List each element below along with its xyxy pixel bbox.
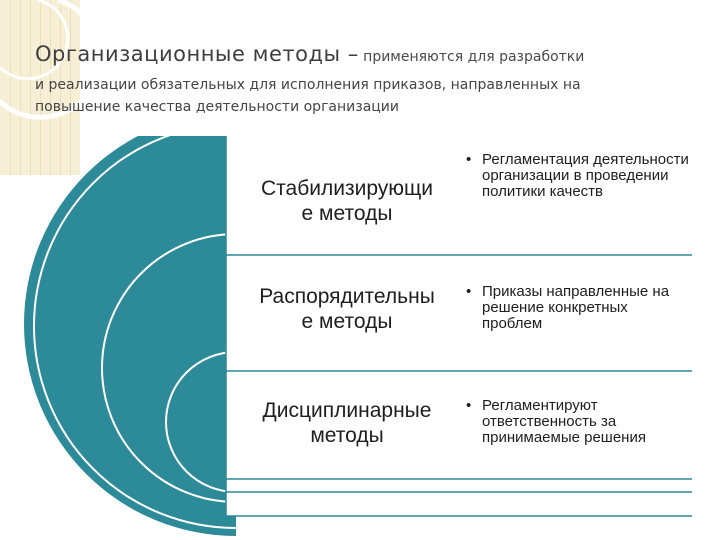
title-line-2: и реализации обязательных для исполнения приказов, направленных на [35, 77, 581, 93]
bullet-icon: • [466, 397, 472, 414]
row-label-line: е методы [301, 310, 393, 333]
row-desc-text: Приказы направленные на решение конкретных проблем [482, 283, 670, 332]
row-label-line: Распорядительны [259, 285, 435, 308]
title-line-1 [35, 40, 695, 71]
slide-title [35, 40, 695, 117]
row-label-line: методы [310, 424, 384, 447]
row-label-line: Стабилизирующи [260, 177, 434, 200]
title-rest: применяются для разработки [358, 49, 585, 65]
row-desc-text: Регламентируют ответственность за принимаемые решения [482, 397, 646, 446]
row-desc-disciplinary [466, 398, 690, 446]
row-label-line: е методы [301, 202, 393, 225]
row-label-disciplinary [226, 398, 468, 448]
row-label-administrative [226, 284, 468, 334]
row-label-line: Дисциплинарные [262, 399, 432, 422]
row-desc-text: Регламентация деятельности организации в проведении политики качеств [482, 151, 689, 200]
row-desc-stabilizing [466, 152, 690, 200]
title-lead: Организационные методы – [35, 42, 359, 66]
bullet-icon: • [466, 151, 472, 168]
bullet-icon: • [466, 283, 472, 300]
title-line-3: повышение качества деятельности организации [35, 99, 400, 115]
row-label-stabilizing [226, 176, 468, 226]
methods-diagram [0, 136, 720, 540]
row-desc-administrative [466, 284, 690, 332]
